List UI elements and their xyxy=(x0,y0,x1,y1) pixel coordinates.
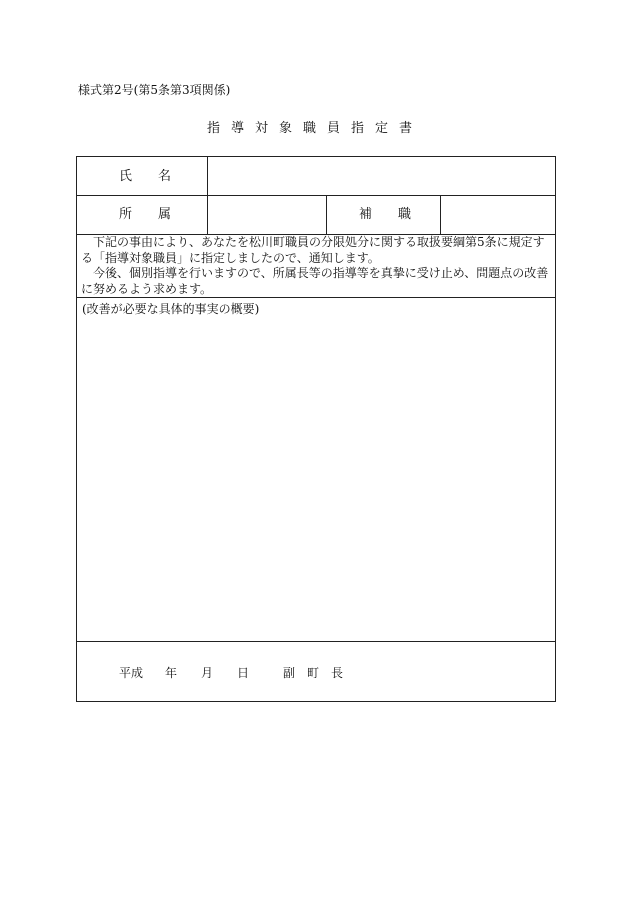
document-title: 指導対象職員指定書 xyxy=(206,121,423,136)
notice-paragraph: 下記の事由により、あなたを松川町職員の分限処分に関する取扱要綱第5条に規定する「指導対象職員」に指定しましたので、通知します。 xyxy=(81,235,545,265)
label-column-divider xyxy=(207,157,208,234)
position-label: 補 職 xyxy=(359,207,412,222)
date-month-label: 月 xyxy=(201,666,214,680)
facts-summary-label: (改善が必要な具体的事実の概要) xyxy=(82,302,260,316)
row-divider-notice xyxy=(77,297,555,298)
department-value-divider xyxy=(326,195,327,234)
date-era: 平成 xyxy=(119,666,144,680)
notice-paragraph: 今後、個別指導を行いますので、所属長等の指導等を真摯に受け止め、問題点の改善に努めるよう求めます。 xyxy=(81,266,549,296)
signatory-title: 副 町 長 xyxy=(283,666,344,680)
form-reference: 様式第2号(第5条第3項関係) xyxy=(78,83,231,97)
department-label: 所 属 xyxy=(119,207,172,222)
row-divider-name xyxy=(77,195,555,196)
facts-summary-field[interactable] xyxy=(82,322,550,622)
notice-text xyxy=(81,235,553,297)
date-year-label: 年 xyxy=(165,666,178,680)
date-day-label: 日 xyxy=(237,666,250,680)
position-label-divider xyxy=(440,195,441,234)
row-divider-facts xyxy=(77,641,555,642)
name-label: 氏 名 xyxy=(119,169,172,184)
designation-form-table xyxy=(76,156,556,702)
